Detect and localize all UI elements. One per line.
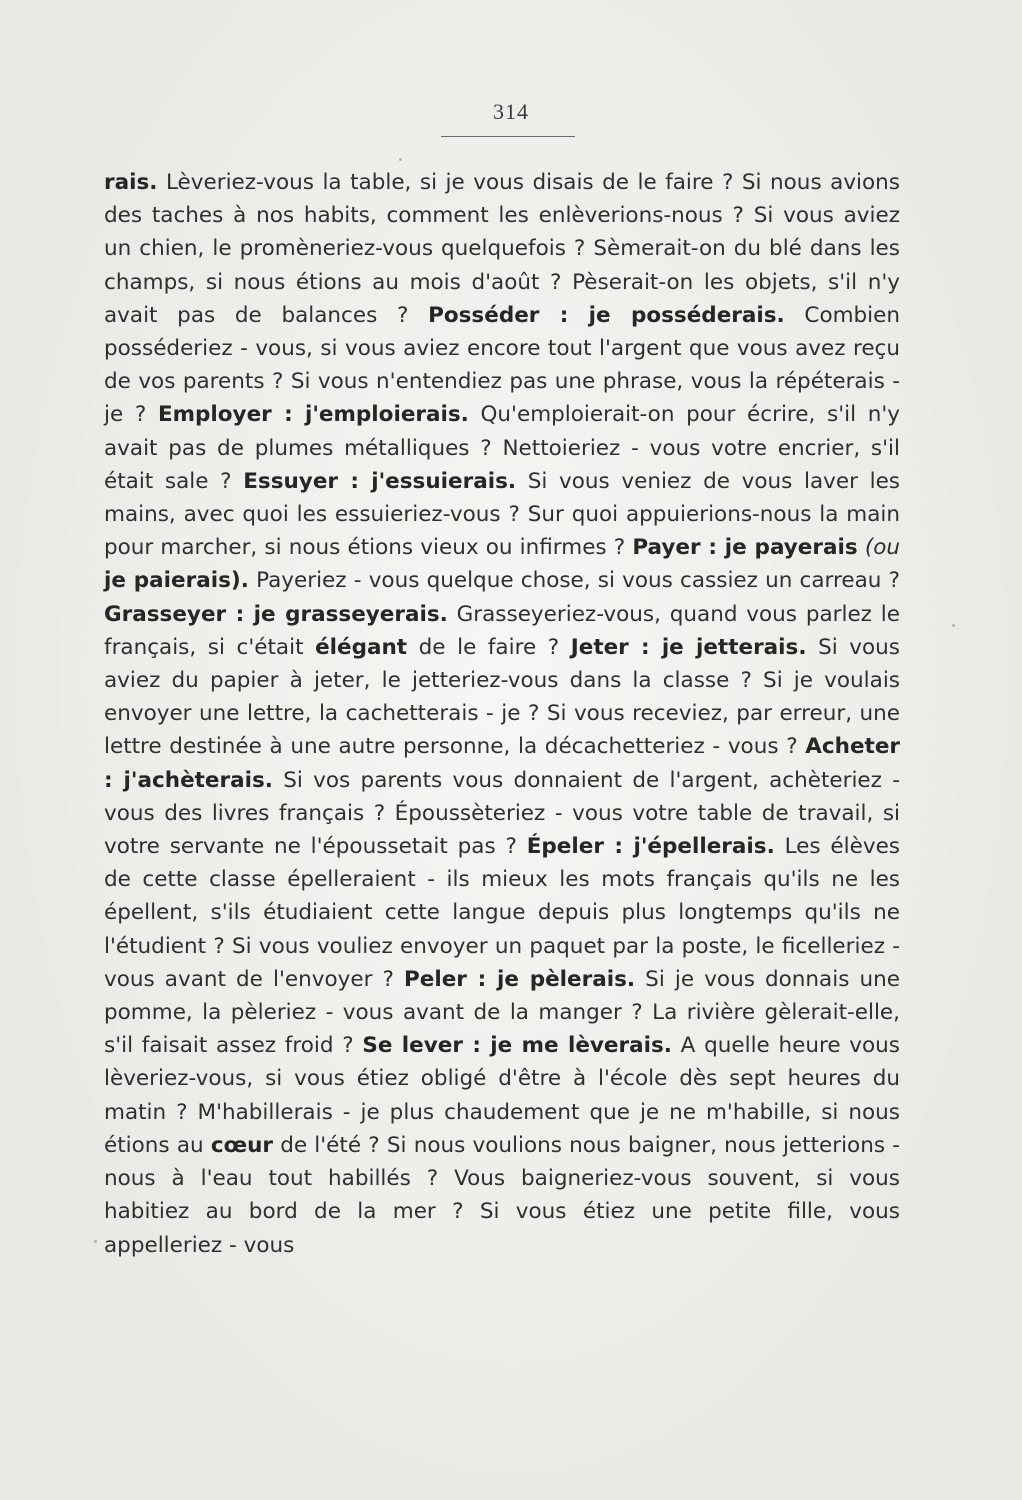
- verb-heading-posseder: Posséder : je posséderais.: [428, 302, 785, 328]
- text-run: Si vous veniez de vous laver les mains, avec quoi les essuieriez-vous ? Sur quoi appuierions-nous la main pour marcher, si nous étions vieux ou infirmes ?: [104, 468, 901, 561]
- text-run-bold: élégant: [315, 634, 408, 660]
- page-number: 314: [493, 99, 529, 124]
- verb-heading-employer: Employer : j'emploierais.: [157, 402, 469, 428]
- verb-heading-epeler: Épeler : j'épellerais.: [526, 834, 775, 860]
- verb-heading-payer: Payer : je payerais: [632, 535, 858, 561]
- text-run-italic: (ou: [857, 535, 900, 561]
- header-rule: [441, 136, 575, 137]
- text-run: Lèveriez-vous la table, si je vous disais de le faire ? Si nous avions des taches à nos habits, comment les enlèverions-nous ? Si vous aviez un chien, le promèneriez-vous quelquefois ? Sèmerait-on du blé dans les champs, si nous étions au mois d'août ? Pèserait-on les objets, s'il n'y avait pas de balances ?: [104, 170, 900, 328]
- text-run: Si vous aviez du papier à jeter, le jetteriez-vous dans la classe ? Si je voulais envoyer une lettre, la cachetterais - je ? Si vous receviez, par erreur, une lettre destinée à une autre personne, la décachetteriez - vous ?: [104, 634, 900, 760]
- text-run: Grasseyeriez-vous, quand vous parlez le français, si c'était: [104, 601, 900, 660]
- paper-speck: [952, 624, 955, 627]
- text-run-bold: cœur: [210, 1132, 274, 1158]
- text-run: Combien posséderiez - vous, si vous aviez encore tout l'argent que vous avez reçu de vos parents ? Si vous n'entendiez pas une phrase, vous la répéterais - je ?: [104, 302, 901, 428]
- body-paragraph: [104, 166, 900, 1262]
- verb-heading-se-lever: Se lever : je me lèverais.: [362, 1033, 672, 1059]
- verb-heading-payer-alt: je paierais).: [104, 568, 249, 594]
- text-run: de le faire ?: [407, 634, 571, 660]
- verb-heading-jeter: Jeter : je jetterais.: [570, 634, 807, 660]
- verb-heading-essuyer: Essuyer : j'essuierais.: [243, 468, 517, 494]
- text-run: A quelle heure vous lèveriez-vous, si vous étiez obligé d'être à l'école dès sept heures du matin ? M'habillerais - je plus chaudement que je ne m'habille, si nous étions au: [104, 1033, 900, 1158]
- verb-heading-grasseyer: Grasseyer : je grasseyerais.: [104, 601, 448, 627]
- verb-heading-peler: Peler : je pèlerais.: [404, 966, 636, 992]
- paper-speck: [94, 1240, 97, 1243]
- text-run: Payeriez - vous quelque chose, si vous cassiez un carreau ?: [248, 568, 901, 594]
- text-run: de l'été ? Si nous voulions nous baigner, nous jetterions - nous à l'eau tout habillés ? Vous baigneriez-vous souvent, si vous habitiez au bord de la mer ? Si vous étiez une petite fille, vous appelleriez - vous: [104, 1132, 900, 1258]
- text-run: Si je vous donnais une pomme, la pèleriez - vous avant de la manger ? La rivière gèlerait-elle, s'il faisait assez froid ?: [104, 966, 900, 1059]
- text-run-bold: rais.: [104, 170, 158, 195]
- text-run: Les élèves de cette classe épelleraient - ils mieux les mots français qu'ils ne les épellent, s'ils étudiaient cette langue depuis plus longtemps qu'ils ne l'étudient ? Si vous vouliez envoyer un paquet par la poste, le ficelleriez - vous avant de l'envoyer ?: [104, 834, 901, 992]
- text-run: Qu'emploierait-on pour écrire, s'il n'y avait pas de plumes métalliques ? Nettoieriez - vous votre encrier, s'il était sale ?: [104, 402, 900, 494]
- verb-heading-acheter: Acheter : j'achèterais.: [104, 734, 900, 793]
- text-run: Si vos parents vous donnaient de l'argent, achèteriez - vous des livres français ? Époussèteriez - vous votre table de travail, si votre servante ne l'époussetait pas ?: [104, 767, 900, 860]
- paper-speck: [399, 158, 402, 161]
